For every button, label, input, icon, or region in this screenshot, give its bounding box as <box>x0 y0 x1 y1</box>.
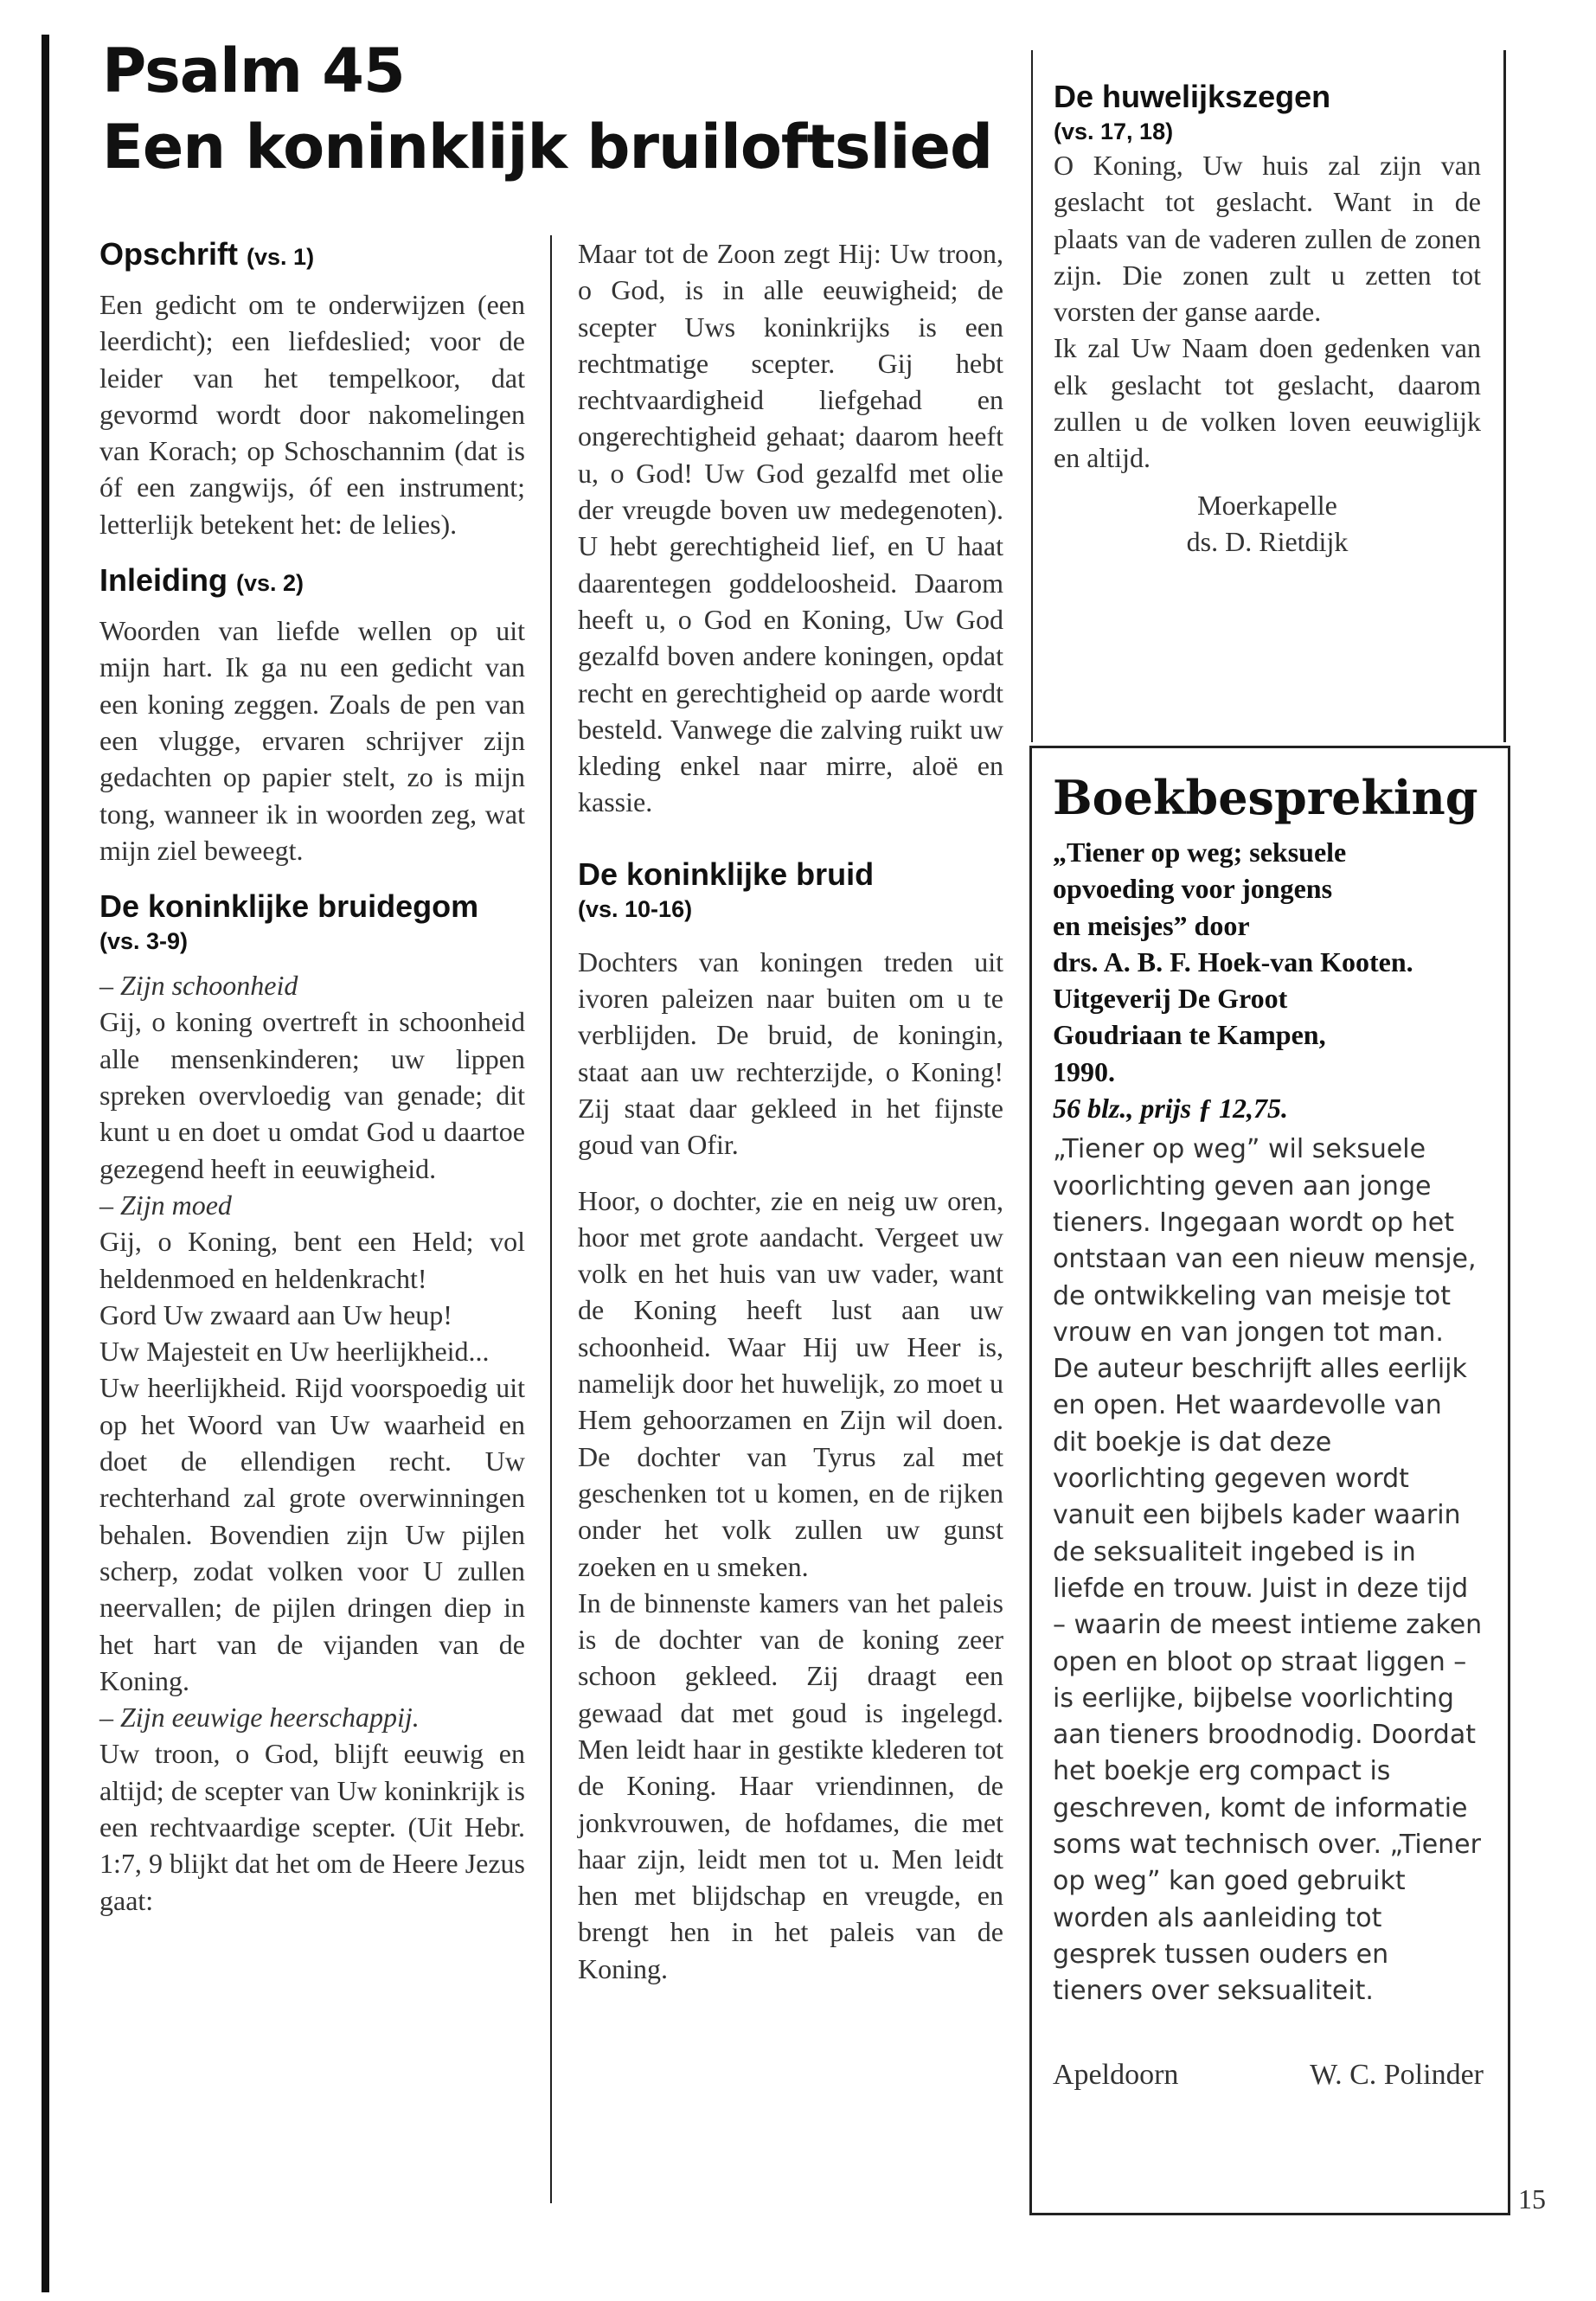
paragraph: Uw troon, o God, blijft eeuwig en altijd; de scepter van Uw koninkrijk is een rechtvaardige scepter. (Uit Hebr. 1:7, 9 blijkt dat het om de Heere Jezus gaat: <box>99 1738 525 1916</box>
section-heading-bruidegom: De koninklijke bruidegom <box>99 888 479 925</box>
page-title <box>102 33 1019 185</box>
review-heading: Boekbespreking <box>1053 770 1478 825</box>
verse-ref: (vs. 17, 18) <box>1054 119 1174 144</box>
column-1 <box>99 235 525 1919</box>
review-body: „Tiener op weg” wil seksuele voorlichting geven aan jonge tieners. Ingegaan wordt op het ontstaan van een nieuw mensje, de ontwikkeling van meisje tot vrouw en van jongen tot man. De auteur beschrijft alles eerlijk en open. Het waardevolle van dit boekje is dat deze voorlichting gegeven wordt vanuit een bijbels kader waarin de seksualiteit ingebed is in liefde en trouw. Juist in deze tijd – waarin de meest intieme zaken open en bloot op straat liggen – is eerlijke, bijbelse voorlichting aan tieners broodnodig. Doordat het boekje erg compact is geschreven, komt de informatie soms wat technisch over. „Tiener op weg” kan goed gebruikt worden als aanleiding tot gesprek tussen ouders en tieners over seksualiteit. <box>1053 1134 1483 2007</box>
book-review-box <box>1029 746 1510 2215</box>
paragraph: O Koning, Uw huis zal zijn van geslacht tot geslacht. Want in de plaats van de vaderen zullen de zonen zijn. Die zonen zult u zetten tot vorsten der ganse aarde. <box>1054 150 1481 328</box>
section-heading-huwelijkszegen: De huwelijkszegen <box>1054 79 1331 114</box>
book-price: 56 blz., prijs ƒ 12,75. <box>1053 1093 1289 1125</box>
signature-name: ds. D. Rietdijk <box>1186 525 1349 557</box>
paragraph: Gij, o Koning, bent een Held; vol heldenmoed en heldenkracht! <box>99 1226 525 1294</box>
page-number: 15 <box>1518 2183 1546 2214</box>
book-line: Goudriaan te Kampen, <box>1053 1019 1326 1051</box>
paragraph: Uw Majesteit en Uw heerlijkheid... <box>99 1336 490 1368</box>
section-heading-opschrift <box>99 235 525 276</box>
heading-text: Inleiding <box>99 562 228 599</box>
subheading: – Zijn eeuwige heerschappij. <box>99 1702 420 1734</box>
section-heading-inleiding <box>99 561 525 602</box>
paragraph: Ik zal Uw Naam doen gedenken van elk geslacht tot geslacht, daarom zullen u de volken loven eeuwiglijk en altijd. <box>1054 332 1481 474</box>
book-line: Uitgeverij De Groot <box>1053 983 1288 1015</box>
signature-place: Moerkapelle <box>1197 489 1337 521</box>
section-heading-bruid: De koninklijke bruid <box>578 856 875 892</box>
paragraph: Maar tot de Zoon zegt Hij: Uw troon, o God, is in alle eeuwigheid; de scepter Uws koninkrijks is een rechtmatige scepter. Gij hebt rechtvaardigheid liefgehad en ongerechtigheid gehaat; daarom heeft u, o God! Uw God gezalfd met olie der vreugde boven uw medegenoten). U hebt gerechtigheid lief, en U haat daarentegen goddeloosheid. Daarom heeft u, o God en Koning, Uw God gezalfd boven andere koningen, opdat recht en gerechtigheid op aarde wordt besteld. Vanwege die zalving ruikt uw kleding enkel naar mirre, aloë en kassie. <box>578 238 1003 818</box>
book-line: en meisjes” door <box>1053 909 1250 941</box>
paragraph: Dochters van koningen treden uit ivoren paleizen naar buiten om u te verblijden. De bruid, de koningin, staat aan uw rechterzijde, o Koning! Zij staat daar gekleed in het fijnste goud van Ofir. <box>578 945 1003 1161</box>
paragraph: Gord Uw zwaard aan Uw heup! <box>99 1298 452 1330</box>
subheading: – Zijn moed <box>99 1189 232 1221</box>
title-line-2: Een koninklijk bruiloftslied <box>102 112 993 183</box>
heading-text: Opschrift <box>99 236 239 272</box>
verse-ref: (vs. 10-16) <box>578 895 693 922</box>
title-line-1: Psalm 45 <box>102 35 405 106</box>
column-rule-1 <box>550 235 552 2203</box>
book-line: „Tiener op weg; seksuele <box>1053 836 1347 868</box>
subheading: – Zijn schoonheid <box>99 970 298 1002</box>
column-3 <box>1054 78 1481 560</box>
column-rule-2 <box>1031 50 1033 742</box>
book-review-content <box>1053 770 1484 2093</box>
paragraph: Uw heerlijkheid. Rijd voorspoedig uit op het Woord van Uw waarheid en doet de ellendigen recht. Uw rechterhand zal grote overwinningen behalen. Bovendien zijn Uw pijlen scherp, zodat volken voor U zullen neervallen; de pijlen dringen diep in het hart van de vijanden van de Koning. <box>99 1372 525 1696</box>
paragraph: Een gedicht om te onderwijzen (een leerdicht); een liefdeslied; voor de leider van het tempelkoor, dat gevormd wordt door nakomelingen van Korach; op Schoschannim (dat is óf een zangwijs, óf een instrument; letterlijk betekent het: de lelies). <box>99 289 525 540</box>
book-line: opvoeding voor jongens <box>1053 873 1333 905</box>
paragraph: In de binnenste kamers van het paleis is de dochter van de koning zeer schoon gekleed. Zij draagt een gewaad dat met goud is ingelegd. Men leidt haar in gestikte klederen tot de Koning. Haar vriendinnen, de jonkvrouwen, de hofdames, die met haar zijn, leidt men tot u. Men leidt hen met blijdschap en vreugde, en brengt hen in het paleis van de Koning. <box>578 1586 1003 1984</box>
signature-place: Apeldoorn <box>1053 2058 1179 2091</box>
left-margin-bar <box>42 35 49 2292</box>
verse-ref: (vs. 3-9) <box>99 928 189 955</box>
verse-ref: (vs. 1) <box>247 244 315 270</box>
book-line: drs. A. B. F. Hoek-van Kooten. <box>1053 945 1413 977</box>
verse-ref: (vs. 2) <box>236 570 304 597</box>
column-2 <box>578 235 1003 1987</box>
book-line: 1990. <box>1053 1055 1115 1087</box>
paragraph: Woorden van liefde wellen op uit mijn hart. Ik ga nu een gedicht van een koning zeggen. Zoals de pen van een vlugge, ervaren schrijver zijn gedachten op papier stelt, zo is mijn tong, wanneer ik in woorden zeg, wat mijn ziel beweegt. <box>99 615 525 866</box>
paragraph: Gij, o koning overtreft in schoonheid alle mensenkinderen; uw lippen spreken overvloedig van genade; dit kunt u en doet u omdat God u daartoe gezegend heeft in eeuwigheid. <box>99 1006 525 1184</box>
column-rule-3 <box>1503 50 1506 742</box>
review-signature <box>1053 2057 1484 2093</box>
paragraph: Hoor, o dochter, zie en neig uw oren, hoor met grote aandacht. Vergeet uw volk en het huis van uw vader, want de Koning heeft lust aan uw schoonheid. Waar Hij uw Heer is, namelijk door het huwelijk, zo moet u Hem gehoorzamen en Zijn wil doen. De dochter van Tyrus zal met geschenken tot u komen, en de rijken onder het volk zullen uw gunst zoeken en u smeken. <box>578 1184 1003 1582</box>
signature-name: W. C. Polinder <box>1310 2058 1484 2091</box>
